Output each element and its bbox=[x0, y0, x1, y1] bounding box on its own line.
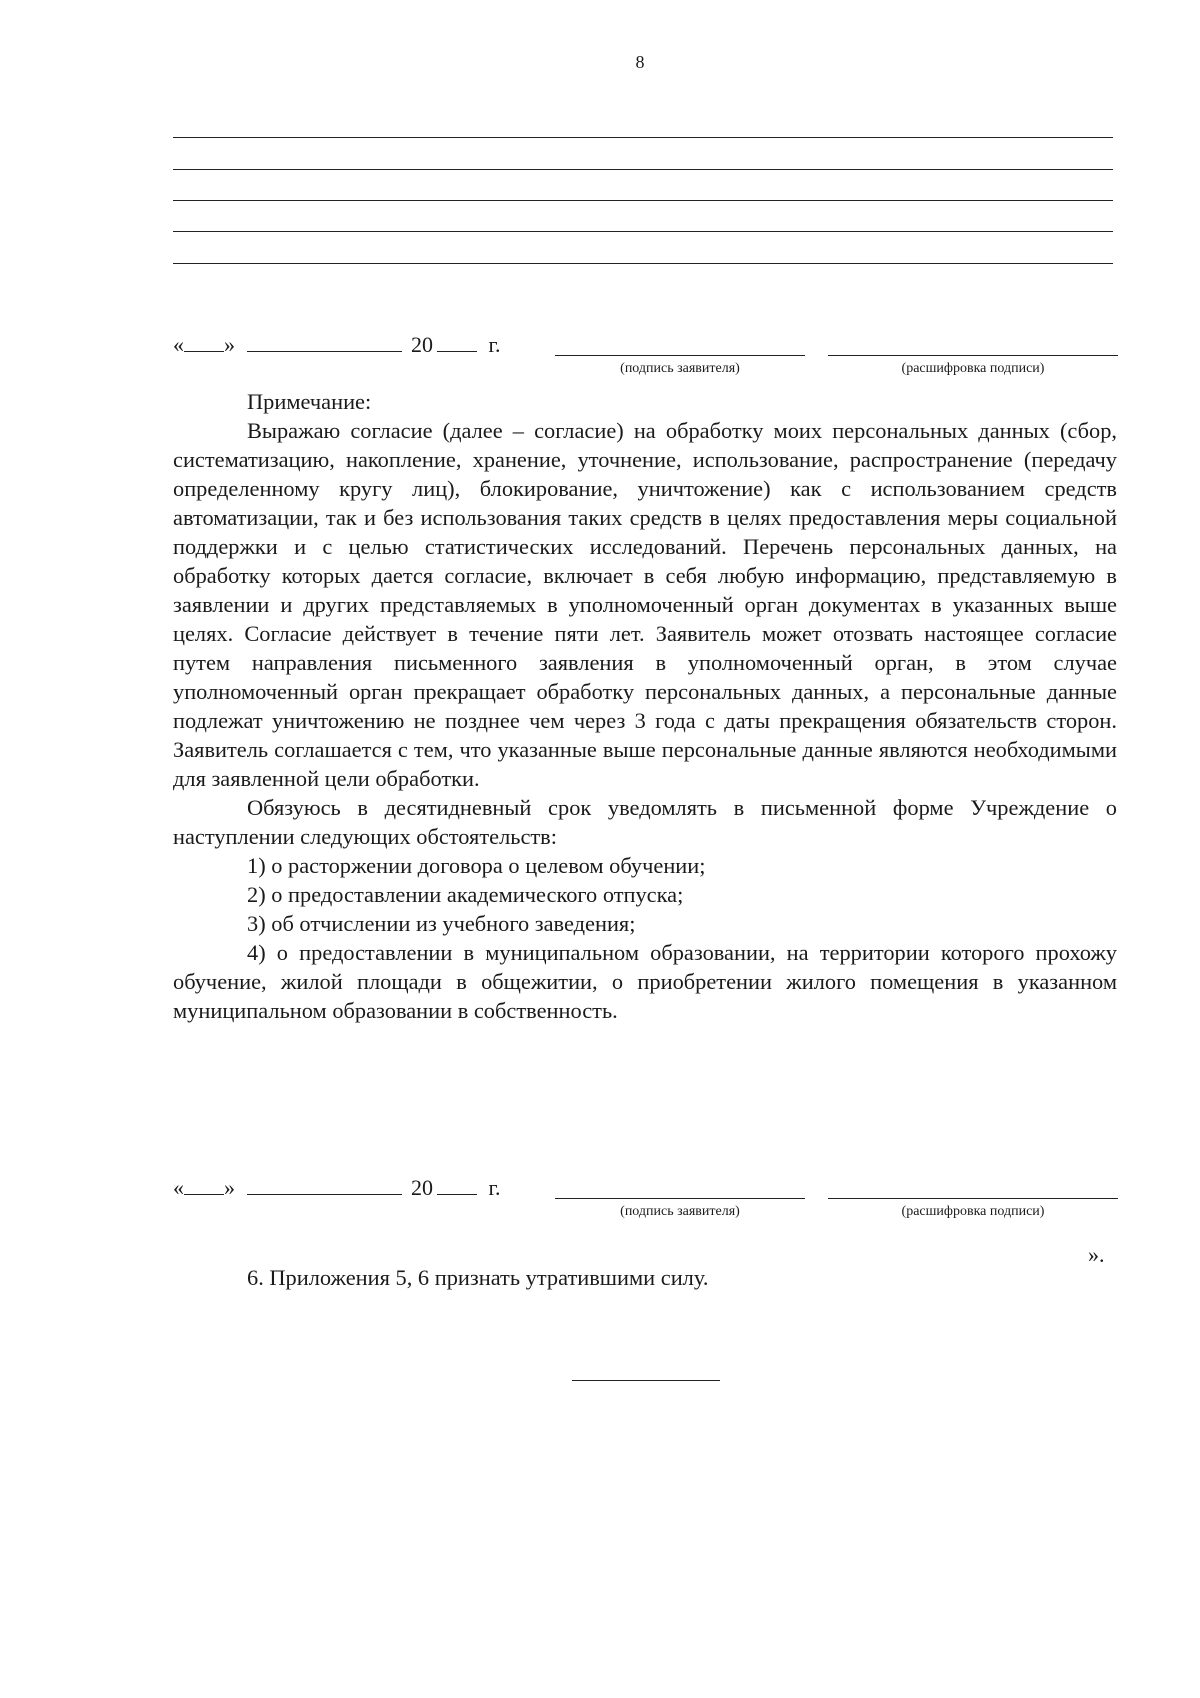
year-prefix: 20 bbox=[411, 332, 433, 357]
list-item-3: 3) об отчислении из учебного заведения; bbox=[247, 911, 636, 936]
signature-decoding-caption: (расшифровка подписи) bbox=[901, 1204, 1045, 1219]
year-blank[interactable] bbox=[437, 1172, 477, 1195]
obligation-paragraph: Обязуюсь в десятидневный срок уведомлять в письменной форме Учреждение о наступлении следующих обстоятельств: bbox=[173, 795, 1117, 849]
blank-line-2[interactable] bbox=[173, 169, 1113, 170]
year-blank[interactable] bbox=[437, 329, 477, 352]
signature-caption: (подпись заявителя) bbox=[620, 361, 740, 376]
signature-decoding-line[interactable] bbox=[828, 1198, 1118, 1199]
signature-line[interactable] bbox=[555, 1198, 805, 1199]
consent-paragraph: Выражаю согласие (далее – согласие) на обработку моих персональных данных (сбор, систематизацию, накопление, хранение, уточнение, использование, распространение (передачу определенному кругу лиц), блокирование, уничтожение) как с использованием средств автоматизации, так и без использования таких средств в целях предоставления меры социальной поддержки и с целью статистических исследований. Перечень персональных данных, на обработку которых дается согласие, включает в себя любую информацию, представляемую в заявлении и других представляемых в уполномоченный орган документах в указанных выше целях. Согласие действует в течение пяти лет. Заявитель может отозвать настоящее согласие путем направления письменного заявления в уполномоченный орган, в этом случае уполномоченный орган прекращает обработку персональных данных, а персональные данные подлежат уничтожению не позднее чем через 3 года с даты прекращения обязательств сторон. Заявитель соглашается с тем, что указанные выше персональные данные являются необходимыми для заявленной цели обработки. bbox=[173, 418, 1117, 791]
blank-line-1[interactable] bbox=[173, 137, 1113, 138]
date-field-1[interactable] bbox=[173, 329, 501, 358]
close-quote: » bbox=[224, 1175, 235, 1200]
open-quote: « bbox=[173, 332, 184, 357]
signature-caption: (подпись заявителя) bbox=[620, 1204, 740, 1219]
signature-row-2 bbox=[173, 1172, 1118, 1232]
page-number: 8 bbox=[635, 52, 645, 72]
note-title: Примечание: bbox=[247, 389, 372, 414]
year-suffix: г. bbox=[488, 332, 501, 357]
end-divider bbox=[572, 1380, 720, 1381]
open-quote: « bbox=[173, 1175, 184, 1200]
blank-line-5[interactable] bbox=[173, 263, 1113, 264]
list-item-4: 4) о предоставлении в муниципальном образовании, на территории которого прохожу обучение, жилой площади в общежитии, о приобретении жилого помещения в указанном муниципальном образовании в собственность. bbox=[173, 940, 1117, 1023]
year-suffix: г. bbox=[488, 1175, 501, 1200]
signature-decoding-line[interactable] bbox=[828, 355, 1118, 356]
blank-line-3[interactable] bbox=[173, 200, 1113, 201]
signature-row-1 bbox=[173, 329, 1118, 389]
close-quote: » bbox=[224, 332, 235, 357]
closing-quote: ». bbox=[1088, 1242, 1105, 1267]
final-item: 6. Приложения 5, 6 признать утратившими силу. bbox=[247, 1265, 709, 1290]
date-field-2[interactable] bbox=[173, 1172, 501, 1201]
month-blank[interactable] bbox=[247, 329, 402, 352]
blank-line-4[interactable] bbox=[173, 231, 1113, 232]
year-prefix: 20 bbox=[411, 1175, 433, 1200]
day-blank[interactable] bbox=[184, 329, 224, 352]
signature-line[interactable] bbox=[555, 355, 805, 356]
month-blank[interactable] bbox=[247, 1172, 402, 1195]
list-item-2: 2) о предоставлении академического отпуска; bbox=[247, 882, 684, 907]
day-blank[interactable] bbox=[184, 1172, 224, 1195]
list-item-1: 1) о расторжении договора о целевом обучении; bbox=[247, 853, 706, 878]
note-section bbox=[173, 387, 1117, 1025]
signature-decoding-caption: (расшифровка подписи) bbox=[901, 361, 1045, 376]
